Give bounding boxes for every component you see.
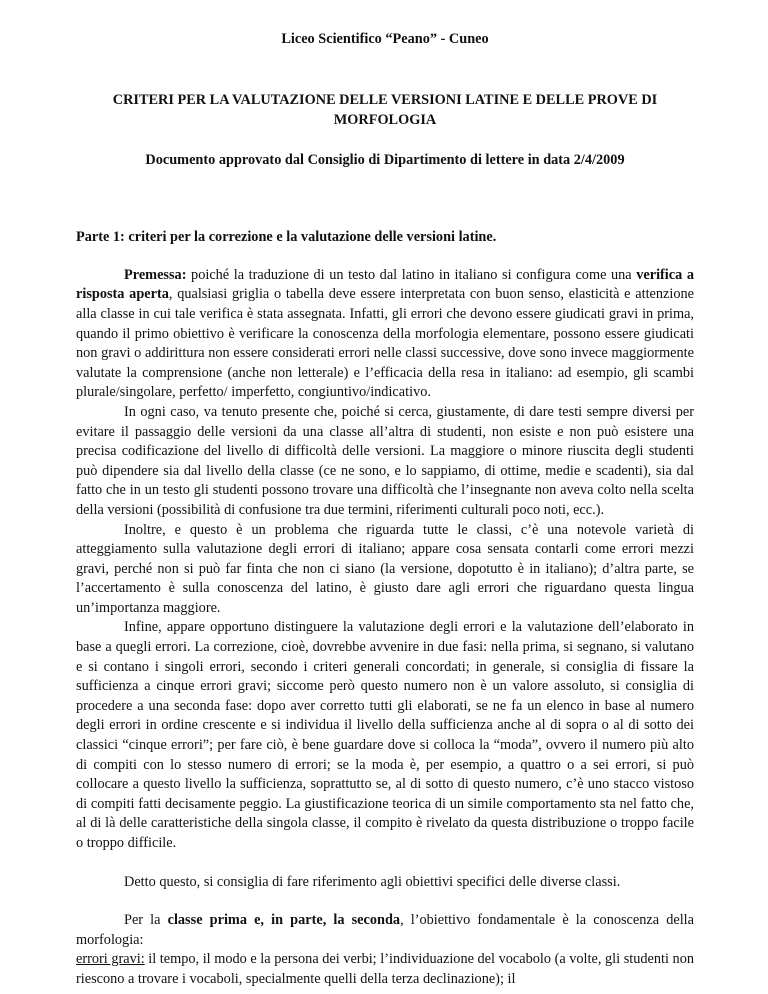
paragraph-inoltre: Inoltre, e questo è un problema che riguarda tutte le classi, c’è una notevole varietà di atteggiamento sulla valutazione degli errori di italiano; appare cosa sensata contarli come errori mezzi gravi, perché non si può far finta che non ci siano (la versione, dopotutto è in italiano); d’altra parte, se l’accertamento è sulla conoscenza del latino, è giusto dare agli errori che riguardano questa lingua un’importanza maggiore. <box>76 521 694 616</box>
premessa-text-b: , qualsiasi griglia o tabella deve essere interpretata con buon senso, elasticità e attenzione alla classe in cui tale verifica è stata assegnata. Infatti, gli errori che devono essere giudicati gravi in prima, quando il primo obiettivo è verificare la conoscenza della morfologia elementare, possono essere giudicati non gravi o addirittura non essere considerati errori nelle classi successive, dove sono invece maggiormente valutate la comprensione (anche non letterale) e l’efficacia della resa in italiano: ad esempio, gli scambi plurale/singolare, perfetto/ imperfetto, congiuntivo/indicativo. <box>76 286 695 401</box>
paragraph-detto: Detto questo, si consiglia di fare riferimento agli obiettivi specifici delle diverse classi. <box>124 873 621 890</box>
document-title: CRITERI PER LA VALUTAZIONE DELLE VERSIONI LATINE E DELLE PROVE DI MORFOLOGIA <box>112 91 658 128</box>
paragraph-ogni-caso: In ogni caso, va tenuto presente che, poiché si cerca, giustamente, di dare testi sempre diversi per evitare il passaggio delle versioni da una classe all’altra di studenti, non esiste e non può esistere una precisa codificazione del livello di difficoltà delle versioni. La maggiore o minore riuscita degli studenti può dipendere sia dal livello della classe (ce ne sono, e lo sappiamo, di ottime, medie e scadenti), sia dal fatto che in un testo gli studenti possono trovare una difficoltà che l’insegnante non aveva colto nella scelta della versioni (possibilità di confusione tra due termini, riferimenti culturali poco noti, ecc.). <box>76 403 694 518</box>
paragraph-classe-prima <box>76 911 694 950</box>
errori-gravi-text: il tempo, il modo e la persona dei verbi; l’individuazione del vocabolo (a volte, gli studenti non riescono a trovare i vocaboli, specialmente quelli della terza declinazione); il <box>76 951 694 987</box>
premessa-text-a: poiché la traduzione di un testo dal latino in italiano si configura come una <box>186 266 637 283</box>
errori-gravi-label: errori gravi: <box>76 951 145 968</box>
part1-heading: Parte 1: criteri per la correzione e la valutazione delle versioni latine. <box>76 229 497 246</box>
paragraph-errori-gravi <box>76 950 694 989</box>
premessa-bold: verifica a risposta aperta <box>76 266 694 303</box>
prima-text-b: , l’obiettivo fondamentale è la conoscenza della morfologia: <box>76 912 694 948</box>
approval-note: Documento approvato dal Consiglio di Dipartimento di lettere in data 2/4/2009 <box>145 151 625 168</box>
premessa-paragraph <box>76 266 694 403</box>
prima-bold: classe prima e, in parte, la seconda <box>167 912 401 929</box>
prima-text-a: Per la <box>124 912 168 929</box>
school-name: Liceo Scientifico “Peano” - Cuneo <box>281 31 489 47</box>
premessa-label: Premessa: <box>124 266 187 283</box>
paragraph-infine: Infine, appare opportuno distinguere la valutazione degli errori e la valutazione dell’elaborato in base a quegli errori. La correzione, cioè, dovrebbe avvenire in due fasi: nella prima, si segnano, si valutano e si contano i singoli errori, secondo i criteri generali concordati; in generale, si consiglia di fissare la sufficienza a cinque errori gravi; siccome però questo numero non è un valore assoluto, si consiglia di procedere a una seconda fase: dopo aver corretto tutti gli elaborati, se ne fa un elenco in base al numero degli errori in ordine crescente e si individua il livello della sufficienza anche al di sopra o al di sotto dei classici “cinque errori”; per fare ciò, è bene guardare dove si colloca la “moda”, ovvero il numero più alto di compiti con lo stesso numero di errori; se la moda è, per esempio, a quattro o a sei errori, si può collocare a questo livello la sufficienza, soprattutto se, al di sotto di questo numero, c’è uno stacco vistoso di compiti fatti decisamente peggio. La giustificazione teorica di un simile comportamento sta nel fatto che, al di là delle caratteristiche della singola classe, il compito è rivelato da questa distribuzione o troppo facile o troppo difficile. <box>76 619 694 851</box>
